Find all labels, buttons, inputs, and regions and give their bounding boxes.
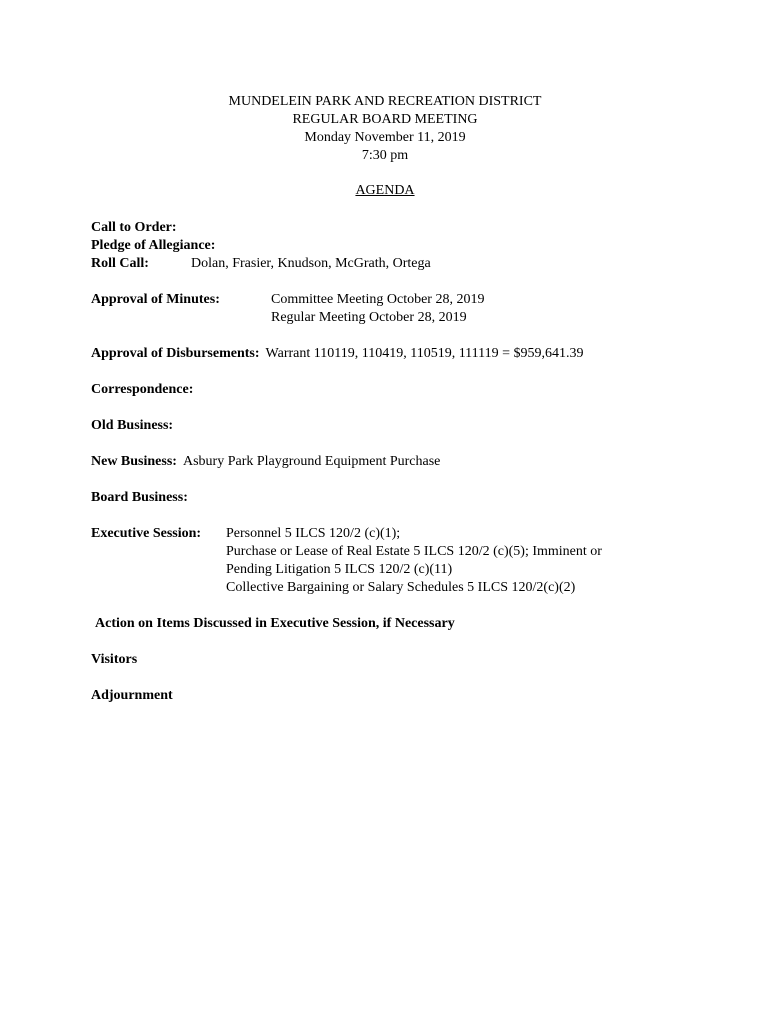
agenda-title: AGENDA (355, 183, 415, 198)
adjournment: Adjournment (91, 688, 173, 703)
old-business: Old Business: (91, 418, 174, 433)
executive-session-item: Collective Bargaining or Salary Schedules 5 ILCS 120/2(c)(2) (226, 580, 576, 595)
pledge-of-allegiance: Pledge of Allegiance: (91, 238, 216, 253)
approval-of-minutes-row (91, 291, 711, 327)
visitors: Visitors (91, 652, 138, 667)
executive-session-item: Pending Litigation 5 ILCS 120/2 (c)(11) (226, 562, 453, 577)
approval-of-disbursements-label: Approval of Disbursements: (91, 346, 260, 361)
agenda-body (91, 219, 711, 705)
meeting-date: Monday November 11, 2019 (304, 130, 466, 145)
approval-of-disbursements-value: Warrant 110119, 110419, 110519, 111119 = $959,641.39 (265, 346, 584, 361)
approval-of-minutes-list (271, 291, 484, 327)
roll-call-label: Roll Call: (91, 256, 149, 271)
approval-of-disbursements-row (91, 345, 711, 363)
executive-session-item: Personnel 5 ILCS 120/2 (c)(1); (226, 526, 401, 541)
executive-session-row (91, 525, 711, 597)
meeting-type: REGULAR BOARD MEETING (292, 112, 478, 127)
approval-of-minutes-label: Approval of Minutes: (91, 292, 220, 307)
meeting-time: 7:30 pm (361, 148, 409, 163)
minutes-item: Regular Meeting October 28, 2019 (271, 310, 467, 325)
board-business: Board Business: (91, 490, 188, 505)
executive-session-item: Purchase or Lease of Real Estate 5 ILCS 120/2 (c)(5); Imminent or (226, 544, 602, 559)
roll-call-row (91, 255, 711, 273)
new-business-row (91, 453, 711, 471)
agenda-heading (0, 182, 770, 200)
document-header (0, 93, 770, 165)
action-on-items: Action on Items Discussed in Executive Session, if Necessary (95, 616, 455, 631)
minutes-item: Committee Meeting October 28, 2019 (271, 292, 485, 307)
call-to-order: Call to Order: (91, 220, 177, 235)
new-business-value: Asbury Park Playground Equipment Purchase (182, 454, 441, 469)
executive-session-label: Executive Session: (91, 526, 202, 541)
executive-session-list (226, 525, 602, 597)
roll-call-value: Dolan, Frasier, Knudson, McGrath, Ortega (191, 256, 431, 271)
new-business-label: New Business: (91, 454, 177, 469)
correspondence: Correspondence: (91, 382, 194, 397)
org-name: MUNDELEIN PARK AND RECREATION DISTRICT (228, 94, 542, 109)
